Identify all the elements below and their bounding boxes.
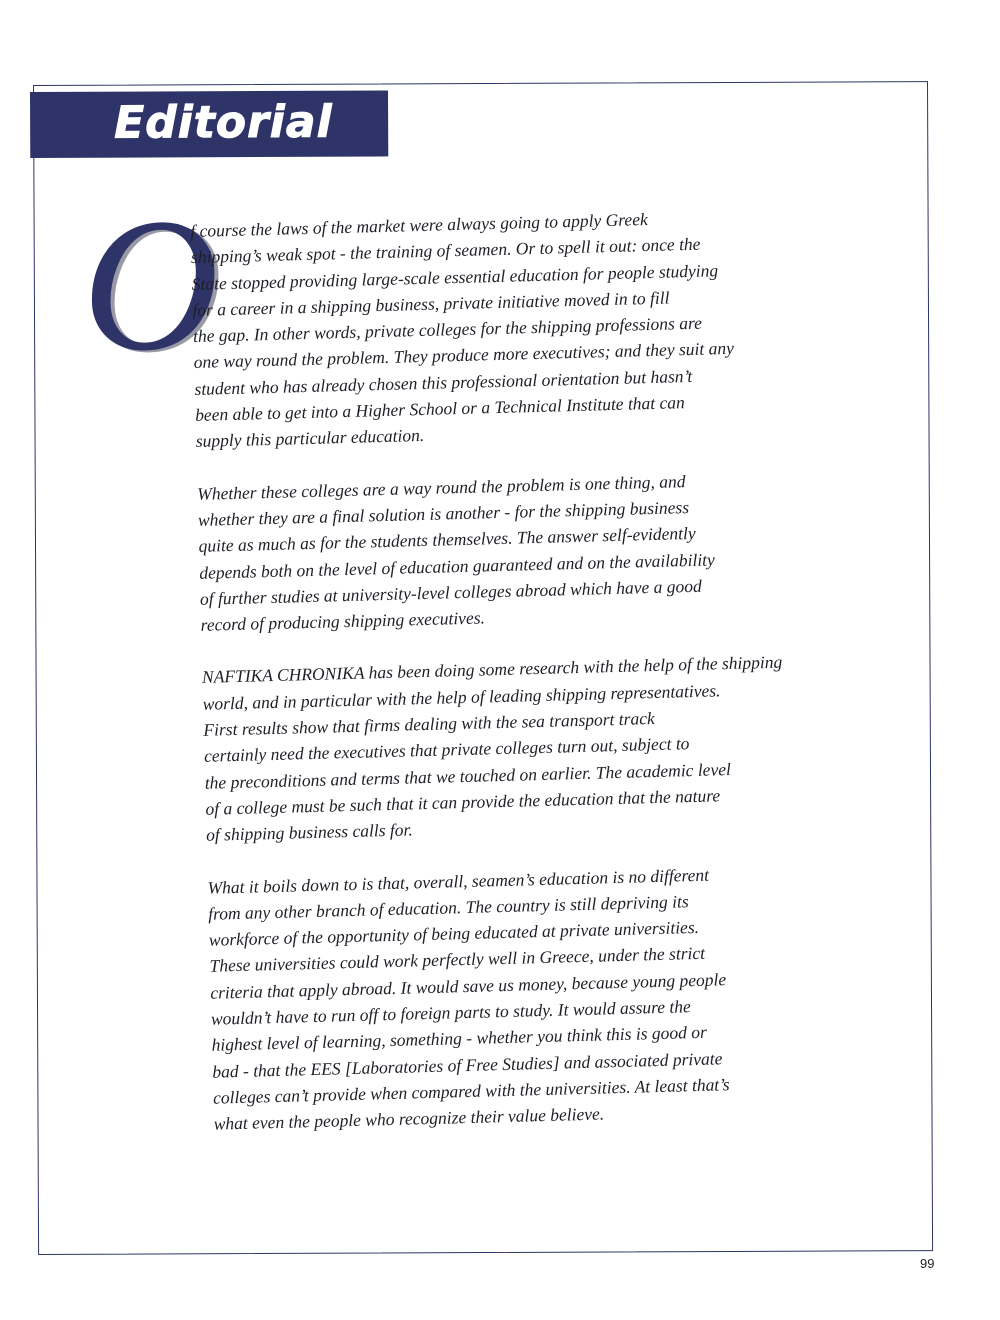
text-line: from any other branch of education. The country is still depriving its	[207, 891, 689, 924]
text-line: of a college must be such that it can provide the education that the nature	[205, 785, 721, 819]
page-title: Editorial	[114, 96, 333, 149]
text-line: of shipping business calls for.	[205, 819, 413, 846]
text-line: the preconditions and terms that we touched on earlier. The academic level	[204, 758, 732, 793]
article-paragraph-3	[202, 648, 847, 849]
text-line: wouldn’t have to run off to foreign parts to study. It would assure the	[210, 996, 692, 1029]
editorial-header-banner	[30, 90, 388, 158]
text-line: supply this particular education.	[195, 425, 425, 452]
article-paragraph-1	[190, 201, 836, 454]
text-line: student who has already chosen this professional orientation but hasn’t	[194, 365, 693, 399]
text-line: depends both on the level of education guaranteed and on the availability	[199, 548, 716, 583]
article-body	[190, 201, 855, 1163]
article-paragraph-4	[207, 858, 854, 1138]
text-line: workforce of the opportunity of being educated at private universities.	[208, 917, 700, 950]
text-line: bad - that the EES [Laboratories of Free Studies] and associated private	[212, 1047, 723, 1082]
text-line: colleges can’t provide when compared with the universities. At least that’s	[212, 1074, 730, 1108]
text-line: for a career in a shipping business, private initiative moved in to fill	[192, 287, 670, 320]
text-line: What it boils down to is that, overall, seamen’s education is no different	[207, 864, 710, 898]
text-line: shipping’s weak spot - the training of seamen. Or to spell it out: once the	[190, 233, 701, 268]
text-line: State stopped providing large-scale essential education for people studying	[191, 259, 719, 294]
text-line: First results show that firms dealing with the sea transport track	[203, 708, 655, 740]
article-paragraph-2	[197, 464, 841, 638]
text-line: quite as much as for the students themselves. The answer self-evidently	[198, 523, 696, 557]
text-line: NAFTIKA CHRONIKA has been doing some research with the help of the shipping	[201, 652, 783, 688]
text-line: what even the people who recognize their value believe.	[213, 1103, 605, 1134]
text-line: certainly need the executives that private colleges turn out, subject to	[203, 733, 690, 767]
text-line: criteria that apply abroad. It would save us money, because young people	[210, 968, 727, 1003]
text-line: f course the laws of the market were always going to apply Greek	[190, 209, 648, 241]
text-line: These universities could work perfectly well in Greece, under the strict	[209, 943, 706, 977]
text-line: world, and in particular with the help of leading shipping representatives.	[202, 680, 721, 714]
text-line: whether they are a final solution is another - for the shipping business	[197, 497, 690, 530]
text-line: been able to get into a Higher School or a Technical Institute that can	[194, 392, 686, 426]
text-line: of further studies at university-level colleges abroad which have a good	[199, 575, 702, 609]
text-line: highest level of learning, something - whether you think this is good or	[211, 1022, 708, 1056]
page-number: 99	[920, 1256, 935, 1271]
text-line: one way round the problem. They produce more executives; and they suit any	[193, 338, 735, 373]
text-line: record of producing shipping executives.	[200, 607, 486, 636]
drop-cap-letter: O	[79, 178, 222, 393]
text-line: the gap. In other words, private colleges for the shipping professions are	[192, 312, 703, 347]
drop-cap	[79, 178, 222, 393]
text-line: Whether these colleges are a way round the problem is one thing, and	[196, 470, 686, 504]
